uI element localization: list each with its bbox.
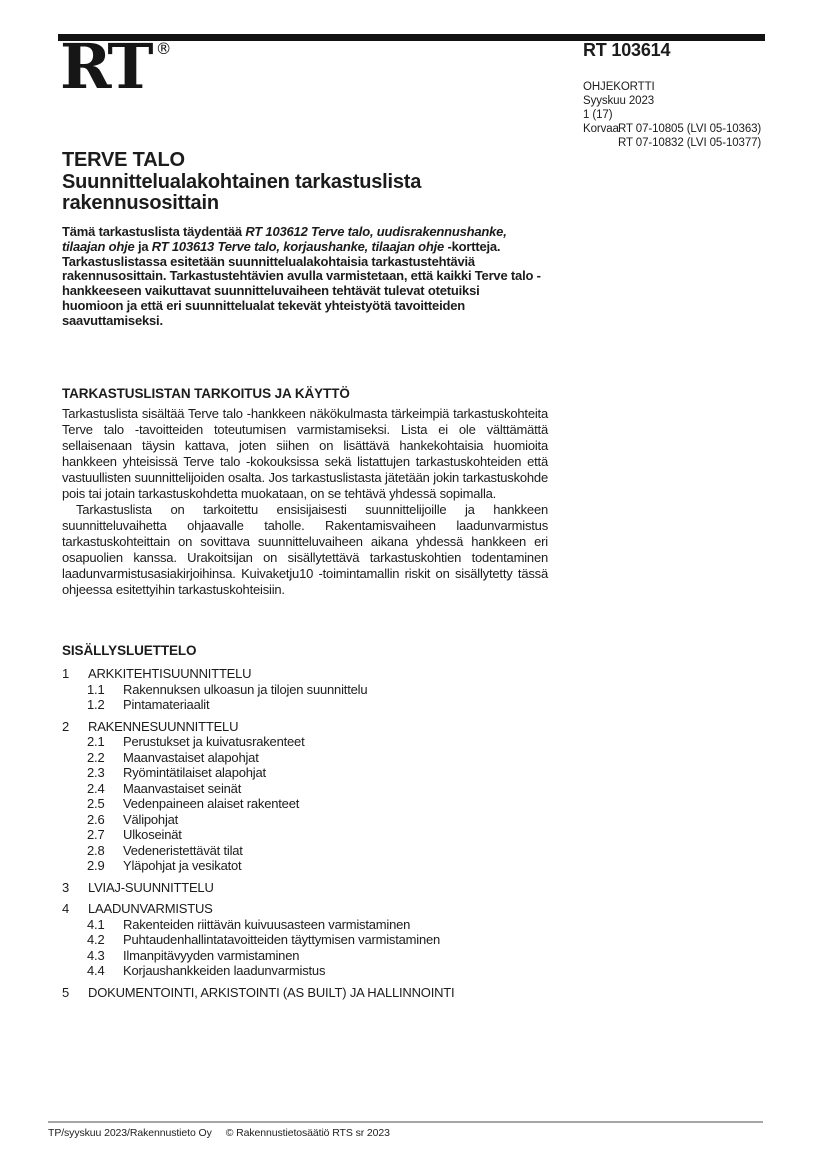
toc-item-label: Pintamateriaalit [123, 697, 210, 712]
intro-paragraph [62, 225, 543, 329]
toc-item-number: 4.2 [87, 932, 105, 947]
page-number: 1 (17) [583, 109, 613, 121]
document-date: Syyskuu 2023 [583, 95, 655, 107]
toc-item-number: 2.5 [87, 796, 105, 811]
title-line-1: TERVE TALO [62, 149, 185, 171]
toc-item-number: 2.7 [87, 827, 105, 842]
intro-segment: Tämä tarkastuslista täydentää [62, 224, 246, 239]
footer-copyright: © Rakennustietosäätiö RTS sr 2023 [225, 1127, 390, 1139]
toc-item-2.8 [62, 843, 582, 859]
toc-item-2.4 [62, 781, 582, 797]
section-paragraph-1: Tarkastuslista sisältää Terve talo -hankkeen näkökulmasta tärkeimpiä tarkastuskohteita Terve talo -tavoitteiden toteutumisen varmistamiseksi. Lista ei ole välttämättä sellaisenaan täysin kattava, joten siihen on lisättävä hankekohtaisia huomioita hankkeen yhteisissä Terve talo -kokouksissa sekä listattujen tarkastuskohteiden että vastuullisten suunnittelijoiden osalta. Jos tarkastuslistasta jätetään jokin tarkastuskohde pois tai jotain tarkastuskohdetta muokataan, on se tehtävä yhdessä sopimalla. [62, 406, 548, 501]
toc-item-4.2 [62, 932, 582, 948]
footer-rule-line [48, 1121, 763, 1123]
toc-item-2.1 [62, 734, 582, 750]
toc-item-label: Välipohjat [123, 811, 179, 827]
toc-item-label: ARKKITEHTISUUNNITTELU [88, 666, 252, 681]
toc-item-label: Vedenpaineen alaiset rakenteet [123, 796, 300, 811]
toc-item-2.7 [62, 827, 582, 843]
toc-item-label: LVIAJ-SUUNNITTELU [88, 879, 214, 895]
toc-item-label: Maanvastaiset seinät [123, 780, 242, 796]
toc-heading: SISÄLLYSLUETTELO [62, 643, 197, 658]
toc-item-2.2 [62, 750, 582, 766]
toc-item-number: 2 [62, 718, 70, 734]
toc-item-number: 1 [62, 666, 70, 681]
toc-item-2.5 [62, 796, 582, 812]
toc-item-label: Ulkoseinät [123, 827, 182, 842]
section-paragraph-2: Tarkastuslista on tarkoitettu ensisijaisesti suunnittelijoille ja hankkeen suunnitteluvaihetta ohjaavalle taholle. Rakentamisvaiheen laadunvarmistus tarkastuskohteittain on sovittava suunnitteluvaiheen aikana yhdessä hankkeen eri osapuolien kanssa. Urakoitsijan on sisällytettävä tarkastuskohtien todentaminen laadunvarmistusasiakirjoihinsa. Kuivaketju10 -toimintamallin riskit on sisällytetty tässä ohjeessa esitettyihin tarkastuskohteisiin. [62, 502, 548, 597]
toc-item-number: 3 [62, 879, 70, 895]
toc-item-label: Ryömintätilaiset alapohjat [123, 765, 266, 780]
replaces-label: Korvaa [583, 123, 619, 135]
section-heading: TARKASTUSLISTAN TARKOITUS JA KÄYTTÖ [62, 386, 350, 401]
title-line-3: rakennusosittain [62, 192, 219, 214]
page-title [62, 150, 421, 215]
toc-item-label: Perustukset ja kuivatusrakenteet [123, 734, 305, 749]
toc-item-4 [62, 901, 582, 917]
toc-item-2.3 [62, 765, 582, 781]
replaces-values [618, 122, 761, 150]
footer-credit: TP/syyskuu 2023/Rakennustieto Oy [48, 1127, 212, 1139]
toc-item-label: Yläpohjat ja vesikatot [123, 858, 242, 873]
toc-item-4.4 [62, 963, 582, 979]
purpose-section [62, 386, 548, 598]
document-code: RT 103614 [583, 40, 671, 60]
toc-item-1.2 [62, 697, 582, 713]
registered-trademark-icon: ® [155, 39, 172, 58]
toc-item-number: 2.9 [87, 858, 105, 873]
toc-item-2.9 [62, 858, 582, 874]
toc-item-1 [62, 666, 582, 682]
toc-item-label: Korjaushankkeiden laadunvarmistus [123, 963, 326, 978]
intro-segment-italic: RT 103612 Terve talo, uudisrakennushanke, tilaajan ohje [62, 224, 507, 254]
toc-list [62, 666, 582, 1000]
toc-item-number: 2.1 [87, 734, 105, 749]
toc-item-number: 2.4 [87, 780, 105, 796]
toc-item-4.1 [62, 917, 582, 933]
rt-logo [60, 30, 172, 103]
toc-item-number: 5 [62, 984, 70, 1000]
toc-item-label: Rakenteiden riittävän kuivuusasteen varmistaminen [123, 916, 411, 932]
toc-item-number: 2.6 [87, 811, 105, 827]
toc-item-label: RAKENNESUUNNITTELU [88, 718, 239, 734]
replaces-value-2: RT 07-10832 (LVI 05-10377) [618, 137, 762, 149]
toc-item-label: LAADUNVARMISTUS [88, 901, 213, 916]
title-line-2: Suunnittelualakohtainen tarkastuslista [62, 170, 422, 193]
toc-item-number: 4.3 [87, 947, 105, 963]
toc-item-label: DOKUMENTOINTI, ARKISTOINTI (AS BUILT) JA HALLINNOINTI [88, 984, 455, 1000]
toc-item-number: 2.2 [87, 749, 105, 765]
toc-item-number: 1.2 [87, 697, 105, 712]
toc-item-label: Maanvastaiset alapohjat [123, 749, 259, 765]
table-of-contents [62, 643, 582, 1000]
toc-item-1.1 [62, 682, 582, 698]
toc-item-4.3 [62, 948, 582, 964]
toc-item-label: Ilmanpitävyyden varmistaminen [123, 947, 300, 963]
toc-item-label: Vedeneristettävät tilat [123, 842, 243, 858]
replaces-value-1: RT 07-10805 (LVI 05-10363) [618, 123, 762, 135]
toc-item-2 [62, 719, 582, 735]
replaces-row [583, 122, 761, 150]
document-meta [583, 80, 761, 150]
toc-item-5 [62, 985, 582, 1001]
toc-item-2.6 [62, 812, 582, 828]
toc-item-number: 1.1 [87, 681, 105, 697]
rt-logo-text: RT [60, 30, 151, 103]
toc-item-number: 2.3 [87, 765, 105, 780]
intro-segment: ja [134, 238, 152, 254]
toc-item-number: 4.4 [87, 963, 105, 978]
toc-item-label: Rakennuksen ulkoasun ja tilojen suunnittelu [123, 681, 368, 697]
intro-segment-italic: RT 103613 Terve talo, korjaushanke, tilaajan ohje [151, 238, 445, 254]
footer [48, 1127, 390, 1139]
header-meta-block [583, 40, 761, 150]
toc-item-number: 2.8 [87, 842, 105, 858]
toc-item-number: 4 [62, 901, 70, 916]
toc-item-3 [62, 880, 582, 896]
toc-item-label: Puhtaudenhallintatavoitteiden täyttymisen varmistaminen [123, 932, 441, 947]
toc-item-number: 4.1 [87, 916, 105, 932]
intro-segment: -kortteja. Tarkastuslistassa esitetään suunnittelualakohtaisia tarkastustehtäviä rakennusosittain. Tarkastustehtävien avulla varmistetaan, että kaikki Terve talo -hankkeeseen vaikuttavat suunnitteluvaiheen tehtävät tulevat otetuiksi huomioon ja että eri suunnittelualat tekevät yhteistyötä tavoitteiden saavuttamiseksi. [62, 238, 541, 328]
document-type: OHJEKORTTI [583, 81, 655, 93]
